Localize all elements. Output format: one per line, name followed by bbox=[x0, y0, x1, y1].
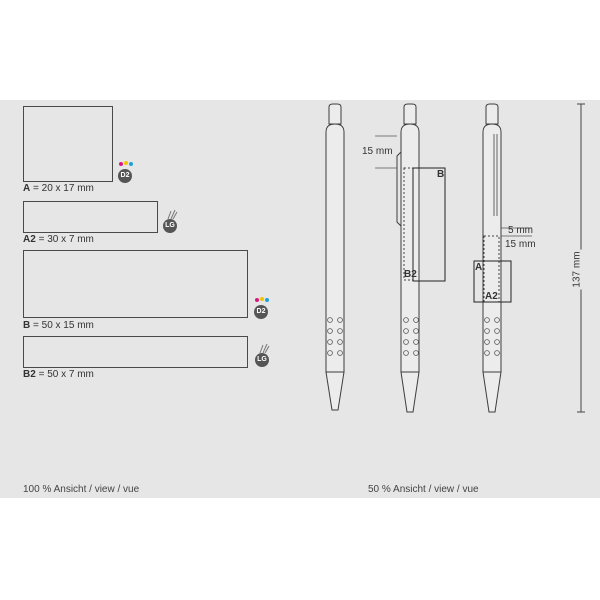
pen-area-a2-label: A2 bbox=[485, 291, 498, 302]
pen-area-b-label: B bbox=[437, 169, 445, 180]
area-b-label: B = 50 x 15 mm bbox=[23, 320, 94, 331]
clip-offset-measure: 15 mm bbox=[362, 146, 393, 157]
scale-100-caption: 100 % Ansicht / view / vue bbox=[23, 484, 140, 495]
pen-front-view bbox=[326, 104, 344, 410]
scale-50-caption: 50 % Ansicht / view / vue bbox=[368, 484, 479, 495]
d2-badge-icon: D2 bbox=[118, 169, 132, 183]
top-offset-measure: 5 mm bbox=[508, 225, 533, 236]
area-height-measure: 15 mm bbox=[505, 239, 536, 250]
area-a-label: A = 20 x 17 mm bbox=[23, 183, 94, 194]
pen-area-a-label: A bbox=[475, 262, 483, 273]
area-b2-label: B2 = 50 x 7 mm bbox=[23, 369, 94, 380]
pen-area-b2-label: B2 bbox=[404, 269, 417, 280]
d2-badge-icon: D2 bbox=[254, 305, 268, 319]
pen-back-view bbox=[474, 104, 532, 412]
total-length-measure: 137 mm bbox=[571, 251, 583, 288]
lg-badge-icon: LG bbox=[163, 219, 177, 233]
area-a2-label: A2 = 30 x 7 mm bbox=[23, 234, 94, 245]
lg-badge-icon: LG bbox=[255, 353, 269, 367]
